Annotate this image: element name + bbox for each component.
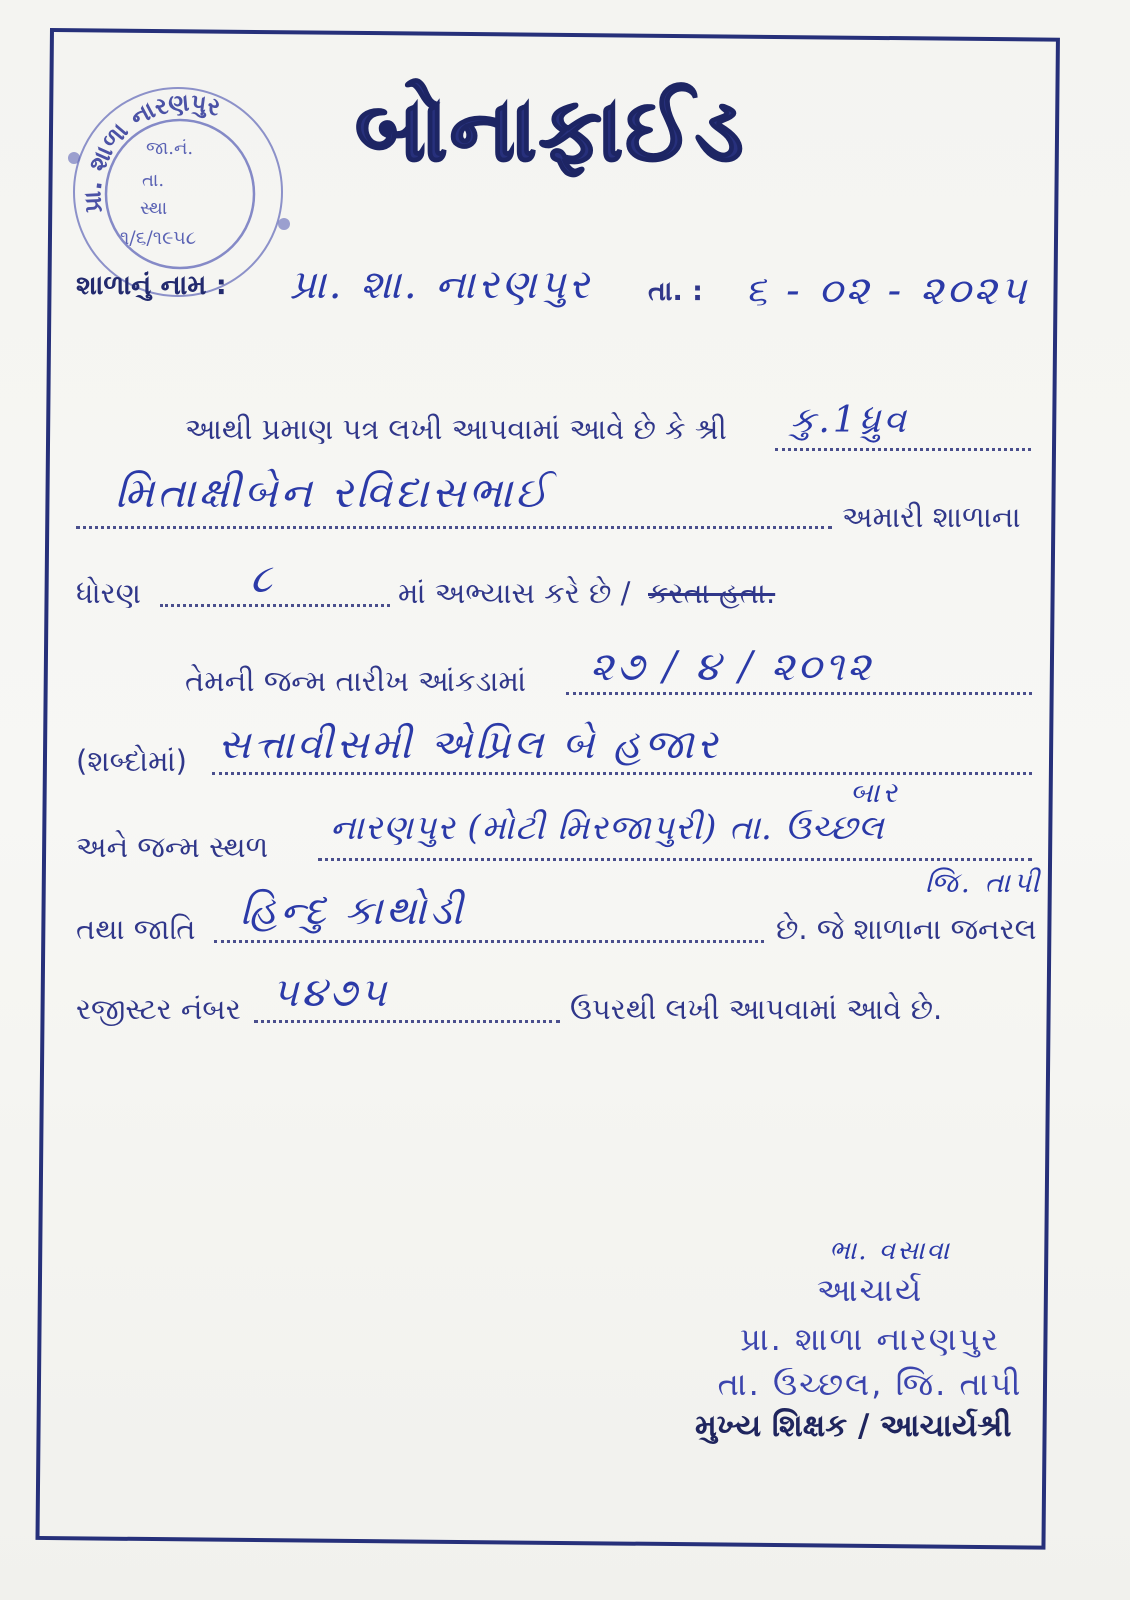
std-text: માં અભ્યાસ કરે છે / bbox=[398, 576, 631, 610]
cert-line-2-text: અમારી શાળાના bbox=[842, 500, 1021, 534]
std-value: ૮ bbox=[250, 556, 275, 602]
birthplace-extra: જિ. તાપી bbox=[925, 866, 1043, 899]
caste-value: હિન્દુ કાથોડી bbox=[240, 888, 466, 934]
stamp-line-school: પ્રા. શાળા નારણપુર bbox=[740, 1320, 1000, 1358]
dob-digits-label: તેમની જન્મ તારીખ આંકડામાં bbox=[185, 664, 527, 698]
cert-line-1-text: આથી પ્રમાણ પત્ર લખી આપવામાં આવે છે કે શ્રી bbox=[185, 412, 727, 446]
dob-words-value: સત્તાવીસમી એપ્રિલ બે હજાર bbox=[218, 722, 721, 768]
seal-line-4: ૧/૬/૧૯૫૮ bbox=[120, 227, 197, 249]
signatory-role: મુખ્ય શિક્ષક / આચાર્યશ્રી bbox=[695, 1408, 1012, 1444]
seal-line-3: સ્થા bbox=[140, 198, 168, 219]
birthplace-dots bbox=[318, 858, 1032, 861]
birthplace-value: નારણપુર (મોટી મિરજાપુરી) તા. ઉચ્છલ bbox=[330, 808, 885, 848]
caste-label: તથા જાતિ bbox=[76, 912, 196, 946]
std-struck-text: કરતા હતા. bbox=[648, 576, 776, 610]
seal-line-2: તા. bbox=[142, 170, 165, 191]
dob-words-label: (શબ્દોમાં) bbox=[76, 744, 187, 778]
birthplace-label: અને જન્મ સ્થળ bbox=[76, 830, 269, 864]
dob-words-extra: બાર bbox=[850, 776, 900, 809]
dob-words-dots bbox=[212, 772, 1032, 775]
std-label: ધોરણ bbox=[76, 576, 141, 610]
dob-digits-value: ૨૭ / ૪ / ૨૦૧૨ bbox=[590, 644, 874, 690]
register-label: રજીસ્ટર નંબર bbox=[76, 992, 241, 1026]
seal-ring-text: પ્રા. શાળા નારણપુર bbox=[78, 88, 224, 214]
stamp-line-acharya: આચાર્ય bbox=[816, 1271, 924, 1309]
school-name-label: શાળાનું નામ : bbox=[76, 270, 227, 301]
document-title: બોનાફાઈડ bbox=[355, 78, 746, 181]
register-number: ૫૪૭૫ bbox=[272, 970, 390, 1016]
caste-dots bbox=[214, 940, 764, 943]
cert-line-2-dots bbox=[76, 526, 832, 529]
caste-text: છે. જે શાળાના જનરલ bbox=[776, 912, 1037, 946]
register-text: ઉપરથી લખી આપવામાં આવે છે. bbox=[570, 992, 943, 1026]
stamp-line-address: તા. ઉચ્છલ, જિ. તાપી bbox=[717, 1365, 1023, 1403]
student-name: મિતાક્ષીબેન રવિદાસભાઈ bbox=[115, 468, 551, 517]
std-dots bbox=[160, 604, 390, 607]
signature-stamp bbox=[690, 1236, 1050, 1404]
student-prefix: કુ.1ધ્રુવ bbox=[790, 400, 909, 441]
cert-line-1-dots bbox=[775, 448, 1031, 451]
dob-digits-dots bbox=[566, 692, 1032, 695]
principal-signature: ભા. વસાવા bbox=[829, 1236, 951, 1266]
register-dots bbox=[254, 1020, 560, 1023]
date-value: ૬ - ૦૨ - ૨૦૨૫ bbox=[745, 268, 1030, 314]
seal-line-1: જા.નં. bbox=[146, 138, 194, 159]
school-name-value: પ્રા. શા. નારણપુર bbox=[290, 262, 593, 308]
date-label: તા. : bbox=[648, 276, 703, 307]
